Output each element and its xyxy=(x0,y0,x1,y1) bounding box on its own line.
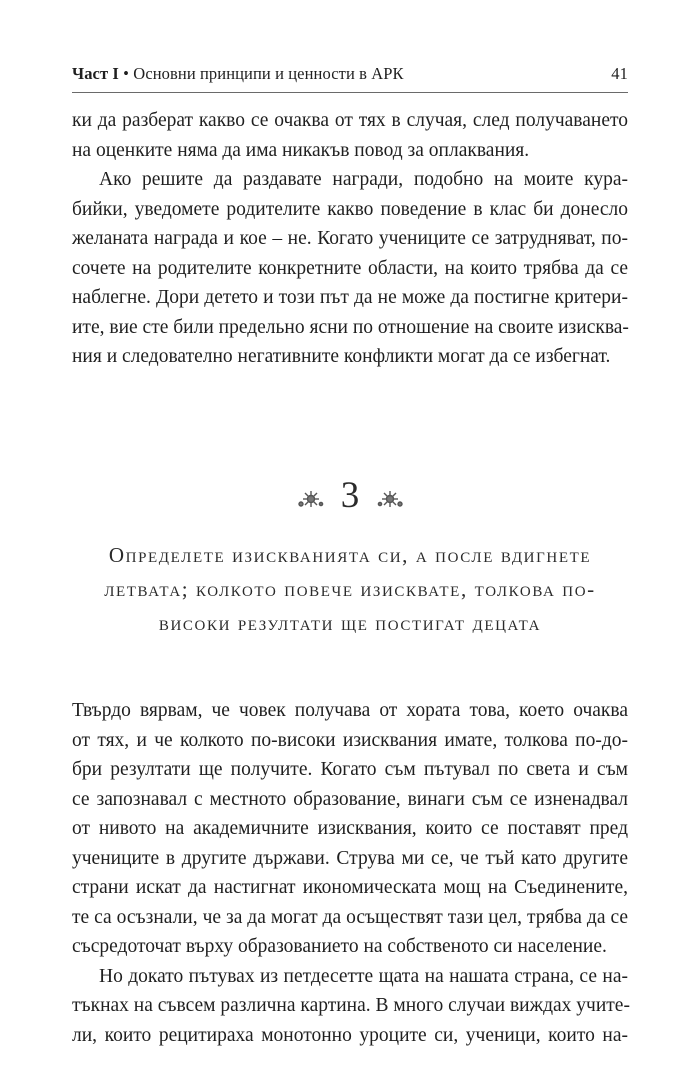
text-line: от нивото на академичните изисквания, които се поставят пред xyxy=(72,818,628,839)
text-line: бри резултати ще получите. Когато съм пътувал по света и съм xyxy=(72,759,628,780)
left-ornament-icon xyxy=(296,488,326,510)
text-line: Но докато пътувах из петдесетте щата на нашата страна, се на- xyxy=(99,965,628,987)
bottom-paragraphs xyxy=(72,696,628,1050)
text-line: се запознавал с местното образование, винаги съм се изненадвал xyxy=(72,788,628,810)
text-line: Твърдо вярвам, че човек получава от хората това, което очаква xyxy=(72,700,628,721)
top-paragraphs xyxy=(72,106,628,372)
chapter-title xyxy=(72,538,628,640)
text-line: сочете на родителите конкретните области, на които трябва да се xyxy=(72,257,628,279)
header-separator: • xyxy=(123,64,130,83)
text-line: те са осъзнали, че за да могат да осъществят тази цел, трябва да се xyxy=(72,906,628,928)
text-line: наблегне. Дори детето и този път да не може да постигне критери- xyxy=(72,287,628,308)
text-line: ки да разберат какво се очаква от тях в случая, след получаването xyxy=(72,110,628,131)
chapter-title-line: Определете изискванията си, а после вдигнете xyxy=(108,543,592,567)
chapter-title-line: летвата; колкото повече изисквате, толкова по- xyxy=(104,577,596,601)
part-label: Част I xyxy=(72,64,119,83)
text-line: желаната награда и кое – не. Когато учениците се затрудняват, по- xyxy=(72,228,628,249)
text-line: учениците в другите държави. Струва ми се, че тъй като другите xyxy=(72,847,628,869)
page-number: 41 xyxy=(611,64,628,83)
text-line: ния и следователно негативните конфликти могат да се избегнат. xyxy=(72,346,611,367)
part-title: Основни принципи и ценности в АРК xyxy=(133,64,404,83)
right-ornament-icon xyxy=(375,488,405,510)
text-line: страни искат да настигнат икономическата мощ на Съединените, xyxy=(72,877,628,898)
chapter-heading xyxy=(72,474,628,518)
chapter-number: 3 xyxy=(340,475,360,516)
text-line: съсредоточат върху образованието на собственото си население. xyxy=(72,936,607,957)
text-line: бийки, уведомете родителите какво поведение в клас би донесло xyxy=(72,198,628,220)
text-line: тъкнах на съвсем различна картина. В много случаи виждах учите- xyxy=(72,995,630,1016)
text-line: Ако решите да раздавате награди, подобно на моите кура- xyxy=(99,169,628,190)
running-header xyxy=(72,64,628,84)
chapter-title-line: високи резултати ще постигат децата xyxy=(158,611,542,635)
text-line: ли, които рецитираха монотонно уроците си, ученици, които на- xyxy=(72,1024,628,1046)
text-line: от тях, и че колкото по-високи изисквания имате, толкова по-до- xyxy=(72,729,628,751)
text-line: на оценките няма да има никакъв повод за оплаквания. xyxy=(72,139,530,161)
header-rule xyxy=(72,92,628,93)
text-line: ите, вие сте били предельно ясни по отношение на своите изисква- xyxy=(72,316,629,338)
